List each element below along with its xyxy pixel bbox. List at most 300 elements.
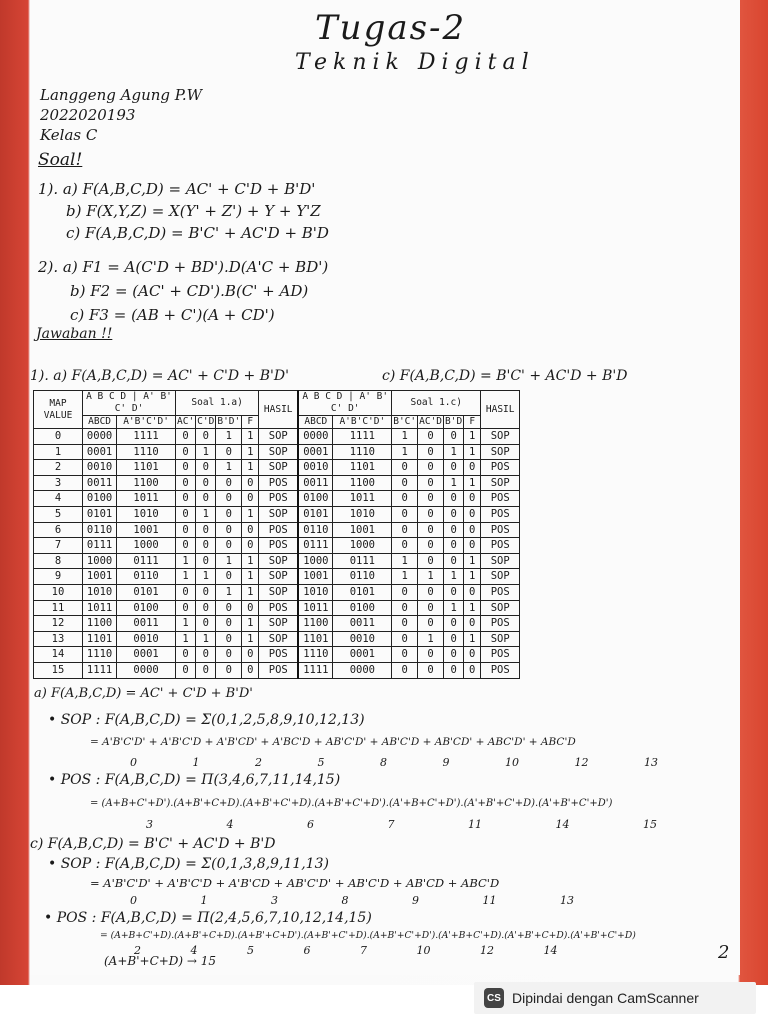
part-a-pos: • POS : F(A,B,C,D) = Π(3,4,6,7,11,14,15) (48, 772, 341, 788)
hasil-cell: SOP (481, 631, 520, 647)
f-cell: 1 (464, 600, 481, 616)
part-c-sop-indices: 0 1 3 8 9 11 13 (130, 894, 574, 907)
table-title-right: c) F(A,B,C,D) = B'C' + AC'D + B'D (382, 368, 628, 384)
f-cell: 0 (464, 616, 481, 632)
term-cell: 0 (196, 662, 216, 678)
term-cell: 0 (196, 460, 216, 476)
term-cell: 0 (176, 506, 196, 522)
term-cell: 0 (444, 647, 464, 663)
vars-c-cell: 0101 (298, 506, 333, 522)
term-cell: 0 (444, 460, 464, 476)
term-cell: 0 (176, 647, 196, 663)
term-cell: 0 (216, 475, 242, 491)
part-a-sop: • SOP : F(A,B,C,D) = Σ(0,1,2,5,8,9,10,12,13) (48, 712, 365, 728)
vars-a-cell: 1001 (83, 569, 117, 585)
table-row (34, 647, 520, 663)
term-cell: 0 (392, 631, 418, 647)
vars-a-neg-cell: 1010 (117, 506, 176, 522)
term-cell: 0 (176, 444, 196, 460)
term-cell: 0 (418, 444, 444, 460)
term-cell: 1 (444, 569, 464, 585)
term-cell: 1 (196, 506, 216, 522)
term-header: F (464, 416, 481, 429)
vars-a-cell: 0000 (83, 429, 117, 445)
hasil-cell: SOP (481, 444, 520, 460)
term-cell: 0 (392, 522, 418, 538)
student-nim: 2022020193 (40, 106, 136, 124)
vars-c-cell: 1110 (298, 647, 333, 663)
vars-c-neg-label: A'B'C'D' (333, 416, 392, 429)
term-cell: 0 (216, 444, 242, 460)
term-cell: 1 (418, 569, 444, 585)
term-cell: 0 (444, 662, 464, 678)
f-cell: 1 (242, 616, 259, 632)
term-cell: 0 (444, 538, 464, 554)
table-row (34, 429, 520, 445)
table-row (34, 475, 520, 491)
map-value-cell: 4 (34, 491, 83, 507)
vars-c-neg-cell: 1000 (333, 538, 392, 554)
part-c-pos-expression: = (A+B+C'+D).(A+B'+C+D).(A+B'+C+D').(A+B'+C'+D).(A+B'+C'+D').(A'+B+C'+D).(A'+B'+C+D).(A'+B'+C'+D) (100, 930, 636, 941)
hasil-cell: POS (481, 491, 520, 507)
term-cell: 0 (176, 475, 196, 491)
vars-a-neg-cell: 0001 (117, 647, 176, 663)
term-header: B'D' (217, 416, 241, 427)
term-cell: 0 (196, 429, 216, 445)
hasil-cell: SOP (259, 631, 299, 647)
term-cell: 0 (216, 506, 242, 522)
vars-c-neg-cell: 0110 (333, 569, 392, 585)
term-cell: 0 (216, 538, 242, 554)
term-cell: 0 (418, 429, 444, 445)
term-cell: 0 (418, 506, 444, 522)
term-cell: 0 (418, 553, 444, 569)
vars-c-neg-cell: 1010 (333, 506, 392, 522)
term-cell: 1 (216, 429, 242, 445)
term-cell: 1 (216, 553, 242, 569)
f-cell: 1 (242, 569, 259, 585)
term-cell: 0 (196, 538, 216, 554)
table-row (34, 569, 520, 585)
term-cell: 1 (444, 600, 464, 616)
term-cell: 0 (444, 429, 464, 445)
f-cell: 1 (464, 429, 481, 445)
vars-a-cell: 1111 (83, 662, 117, 678)
term-cell: 0 (392, 491, 418, 507)
vars-a-neg-cell: 0010 (117, 631, 176, 647)
f-cell: 0 (464, 647, 481, 663)
vars-c-neg-cell: 0111 (333, 553, 392, 569)
term-cell: 0 (196, 475, 216, 491)
vars-header-c: A B C D | A' B' C' D' (298, 391, 392, 416)
term-cell: 0 (176, 491, 196, 507)
term-header: AC'D (419, 416, 443, 427)
term-cell: 1 (196, 444, 216, 460)
f-cell: 0 (464, 538, 481, 554)
term-cell: 0 (392, 475, 418, 491)
term-cell: 0 (216, 631, 242, 647)
vars-c-cell: 0000 (298, 429, 333, 445)
vars-a-cell: 1000 (83, 553, 117, 569)
vars-a-neg-cell: 0100 (117, 600, 176, 616)
f-cell: 1 (464, 444, 481, 460)
part-c-sop-expression: = A'B'C'D' + A'B'C'D + A'B'CD + AB'C'D' + AB'C'D + AB'CD + ABC'D (90, 876, 500, 890)
vars-a-neg-cell: 1001 (117, 522, 176, 538)
term-cell: 0 (216, 569, 242, 585)
hasil-cell: POS (259, 647, 299, 663)
vars-c-neg-cell: 1111 (333, 429, 392, 445)
part-c-pos: • POS : F(A,B,C,D) = Π(2,4,5,6,7,10,12,14,15) (44, 910, 372, 926)
term-cell: 1 (216, 584, 242, 600)
term-cell: 1 (392, 569, 418, 585)
soal-item: 1). a) F(A,B,C,D) = AC' + C'D + B'D' (38, 180, 316, 198)
term-cell: 0 (418, 460, 444, 476)
vars-c-cell: 0010 (298, 460, 333, 476)
vars-c-cell: 0011 (298, 475, 333, 491)
f-cell: 0 (464, 491, 481, 507)
soal-c-header: Soal 1.c) (392, 391, 481, 416)
vars-a-cell: 1101 (83, 631, 117, 647)
map-value-header: MAP VALUE (34, 391, 83, 429)
hasil-cell: SOP (481, 600, 520, 616)
term-cell: 0 (176, 460, 196, 476)
term-cell: 0 (176, 662, 196, 678)
f-cell: 0 (242, 600, 259, 616)
f-cell: 0 (242, 662, 259, 678)
table-row (34, 491, 520, 507)
f-cell: 0 (242, 538, 259, 554)
f-cell: 0 (464, 460, 481, 476)
vars-header-a: A B C D | A' B' C' D' (83, 391, 176, 416)
hasil-cell: SOP (481, 429, 520, 445)
table-row (34, 616, 520, 632)
hasil-cell: SOP (259, 429, 299, 445)
term-cell: 0 (196, 584, 216, 600)
term-cell: 0 (216, 647, 242, 663)
term-cell: 0 (418, 491, 444, 507)
vars-a-neg-cell: 1100 (117, 475, 176, 491)
map-value-cell: 3 (34, 475, 83, 491)
vars-a-neg-cell: 1111 (117, 429, 176, 445)
term-header: C'D (197, 416, 215, 427)
map-value-cell: 2 (34, 460, 83, 476)
jawaban-heading: Jawaban !! (36, 326, 113, 342)
hasil-cell: SOP (259, 569, 299, 585)
vars-c-cell: 0110 (298, 522, 333, 538)
term-header: AC' (177, 416, 195, 427)
vars-c-label: ABCD (298, 416, 333, 429)
f-cell: 1 (242, 444, 259, 460)
hasil-cell: POS (259, 600, 299, 616)
map-value-cell: 9 (34, 569, 83, 585)
vars-a-cell: 1100 (83, 616, 117, 632)
map-value-cell: 8 (34, 553, 83, 569)
vars-c-cell: 1111 (298, 662, 333, 678)
part-a-heading: a) F(A,B,C,D) = AC' + C'D + B'D' (34, 686, 253, 701)
part-a-sop-indices: 0 1 2 5 8 9 10 12 13 (130, 756, 658, 769)
term-cell: 0 (418, 600, 444, 616)
table-row (34, 553, 520, 569)
f-cell: 0 (464, 506, 481, 522)
term-cell: 0 (176, 584, 196, 600)
term-cell: 0 (392, 647, 418, 663)
soal-item: c) F(A,B,C,D) = B'C' + AC'D + B'D (66, 224, 329, 242)
term-cell: 1 (176, 569, 196, 585)
term-cell: 1 (392, 444, 418, 460)
term-cell: 0 (216, 522, 242, 538)
hasil-header-a: HASIL (259, 391, 299, 429)
term-cell: 0 (444, 631, 464, 647)
table-row (34, 506, 520, 522)
vars-a-neg-cell: 0000 (117, 662, 176, 678)
f-cell: 0 (464, 584, 481, 600)
student-name: Langgeng Agung P.W (40, 86, 203, 104)
vars-c-cell: 0100 (298, 491, 333, 507)
term-cell: 0 (216, 491, 242, 507)
term-cell: 0 (392, 616, 418, 632)
hasil-cell: SOP (481, 475, 520, 491)
vars-c-cell: 1011 (298, 600, 333, 616)
term-cell: 0 (444, 506, 464, 522)
f-cell: 0 (242, 647, 259, 663)
table-row (34, 584, 520, 600)
soal-item: b) F(X,Y,Z) = X(Y' + Z') + Y + Y'Z (66, 202, 321, 220)
vars-a-neg-cell: 0011 (117, 616, 176, 632)
term-cell: 0 (392, 662, 418, 678)
vars-c-cell: 1001 (298, 569, 333, 585)
hasil-cell: POS (481, 662, 520, 678)
vars-a-label: ABCD (83, 416, 117, 429)
vars-a-cell: 0110 (83, 522, 117, 538)
table-row (34, 444, 520, 460)
hasil-cell: SOP (259, 460, 299, 476)
f-cell: 1 (242, 584, 259, 600)
f-cell: 1 (464, 553, 481, 569)
vars-c-cell: 1000 (298, 553, 333, 569)
term-cell: 1 (418, 631, 444, 647)
map-value-cell: 10 (34, 584, 83, 600)
vars-a-neg-cell: 1101 (117, 460, 176, 476)
vars-c-neg-cell: 1100 (333, 475, 392, 491)
map-value-cell: 6 (34, 522, 83, 538)
vars-c-cell: 1100 (298, 616, 333, 632)
term-cell: 0 (418, 662, 444, 678)
vars-c-neg-cell: 1001 (333, 522, 392, 538)
term-header: F (242, 416, 259, 429)
term-cell: 0 (418, 522, 444, 538)
handwritten-sheet (30, 0, 740, 975)
hasil-cell: SOP (481, 553, 520, 569)
vars-c-cell: 1101 (298, 631, 333, 647)
table-title-left: 1). a) F(A,B,C,D) = AC' + C'D + B'D' (30, 368, 289, 384)
vars-a-neg-label: A'B'C'D' (117, 416, 176, 429)
f-cell: 1 (242, 553, 259, 569)
hasil-header-c: HASIL (481, 391, 520, 429)
term-cell: 1 (176, 553, 196, 569)
term-cell: 0 (444, 522, 464, 538)
hasil-cell: POS (481, 616, 520, 632)
table-row (34, 538, 520, 554)
soal-a-header: Soal 1.a) (176, 391, 259, 416)
f-cell: 1 (242, 506, 259, 522)
hasil-cell: POS (259, 491, 299, 507)
part-c-pos-tail: (A+B'+C+D) → 15 (104, 954, 217, 968)
term-cell: 0 (196, 616, 216, 632)
term-cell: 0 (444, 616, 464, 632)
term-cell: 0 (392, 506, 418, 522)
hasil-cell: POS (259, 522, 299, 538)
soal-item: c) F3 = (AB + C')(A + CD') (70, 306, 275, 324)
f-cell: 1 (464, 475, 481, 491)
term-cell: 0 (392, 460, 418, 476)
term-cell: 0 (392, 584, 418, 600)
vars-a-cell: 1011 (83, 600, 117, 616)
vars-c-neg-cell: 1101 (333, 460, 392, 476)
vars-a-cell: 0111 (83, 538, 117, 554)
map-value-cell: 0 (34, 429, 83, 445)
term-cell: 1 (444, 444, 464, 460)
vars-c-cell: 0111 (298, 538, 333, 554)
vars-a-neg-cell: 1000 (117, 538, 176, 554)
vars-a-cell: 0011 (83, 475, 117, 491)
term-cell: 0 (176, 522, 196, 538)
part-c-sop: • SOP : F(A,B,C,D) = Σ(0,1,3,8,9,11,13) (48, 856, 329, 872)
part-c-heading: c) F(A,B,C,D) = B'C' + AC'D + B'D (30, 836, 276, 852)
term-header: B'C' (393, 416, 417, 427)
table-row (34, 662, 520, 678)
vars-a-neg-cell: 0111 (117, 553, 176, 569)
hasil-cell: POS (259, 475, 299, 491)
term-cell: 0 (418, 538, 444, 554)
term-cell: 1 (392, 429, 418, 445)
soal-heading: Soal! (38, 150, 83, 170)
term-cell: 1 (196, 569, 216, 585)
watermark-text: Dipindai dengan CamScanner (512, 990, 699, 1006)
truth-table (33, 390, 520, 679)
vars-c-neg-cell: 0000 (333, 662, 392, 678)
f-cell: 1 (242, 631, 259, 647)
term-cell: 0 (444, 491, 464, 507)
part-a-sop-expression: = A'B'C'D' + A'B'C'D + A'B'CD' + A'BC'D + AB'C'D' + AB'C'D + AB'CD' + ABC'D' + ABC'D (90, 736, 576, 748)
term-cell: 0 (444, 584, 464, 600)
vars-a-cell: 1010 (83, 584, 117, 600)
term-cell: 0 (418, 475, 444, 491)
table-row (34, 600, 520, 616)
vars-a-neg-cell: 0110 (117, 569, 176, 585)
term-cell: 0 (216, 616, 242, 632)
hasil-cell: POS (481, 460, 520, 476)
hasil-cell: SOP (259, 506, 299, 522)
map-value-cell: 7 (34, 538, 83, 554)
page-subtitle: Teknik Digital (295, 50, 535, 75)
term-cell: 0 (196, 600, 216, 616)
table-row (34, 631, 520, 647)
map-value-cell: 14 (34, 647, 83, 663)
f-cell: 0 (464, 662, 481, 678)
vars-c-neg-cell: 0100 (333, 600, 392, 616)
vars-c-neg-cell: 1110 (333, 444, 392, 460)
vars-c-neg-cell: 0011 (333, 616, 392, 632)
term-cell: 0 (418, 584, 444, 600)
term-cell: 1 (444, 475, 464, 491)
hasil-cell: SOP (259, 616, 299, 632)
vars-c-neg-cell: 0101 (333, 584, 392, 600)
f-cell: 0 (242, 475, 259, 491)
hasil-cell: SOP (481, 569, 520, 585)
hasil-cell: POS (259, 538, 299, 554)
vars-c-neg-cell: 0010 (333, 631, 392, 647)
map-value-cell: 5 (34, 506, 83, 522)
term-cell: 0 (176, 429, 196, 445)
term-cell: 0 (196, 491, 216, 507)
vars-a-cell: 0101 (83, 506, 117, 522)
term-cell: 0 (418, 647, 444, 663)
part-a-pos-indices: 3 4 6 7 11 14 15 (146, 818, 657, 831)
term-cell: 0 (444, 553, 464, 569)
student-class: Kelas C (40, 126, 98, 144)
vars-a-neg-cell: 1110 (117, 444, 176, 460)
hasil-cell: POS (481, 584, 520, 600)
table-row (34, 522, 520, 538)
hasil-cell: SOP (259, 584, 299, 600)
part-a-pos-expression: = (A+B+C'+D').(A+B'+C+D).(A+B'+C'+D).(A+B'+C'+D').(A'+B+C'+D').(A'+B'+C'+D).(A'+B'+C'+D') (90, 798, 613, 809)
f-cell: 0 (242, 491, 259, 507)
map-value-cell: 11 (34, 600, 83, 616)
map-value-cell: 15 (34, 662, 83, 678)
hasil-cell: SOP (259, 444, 299, 460)
term-cell: 0 (216, 600, 242, 616)
map-value-cell: 12 (34, 616, 83, 632)
f-cell: 1 (464, 569, 481, 585)
camscanner-watermark (474, 982, 756, 1014)
term-cell: 0 (196, 522, 216, 538)
term-cell: 1 (216, 460, 242, 476)
vars-a-cell: 0001 (83, 444, 117, 460)
vars-a-cell: 0100 (83, 491, 117, 507)
vars-a-cell: 1110 (83, 647, 117, 663)
term-cell: 1 (196, 631, 216, 647)
page-number: 2 (718, 942, 730, 963)
f-cell: 0 (464, 522, 481, 538)
term-header: B'D (445, 416, 463, 427)
hasil-cell: POS (481, 522, 520, 538)
term-cell: 1 (176, 631, 196, 647)
hasil-cell: POS (481, 538, 520, 554)
term-cell: 1 (392, 553, 418, 569)
f-cell: 1 (242, 460, 259, 476)
vars-c-cell: 0001 (298, 444, 333, 460)
vars-c-neg-cell: 0001 (333, 647, 392, 663)
vars-a-neg-cell: 1011 (117, 491, 176, 507)
hasil-cell: POS (481, 506, 520, 522)
map-value-cell: 13 (34, 631, 83, 647)
table-row (34, 460, 520, 476)
f-cell: 1 (242, 429, 259, 445)
term-cell: 0 (196, 647, 216, 663)
f-cell: 0 (242, 522, 259, 538)
term-cell: 0 (216, 662, 242, 678)
vars-c-neg-cell: 1011 (333, 491, 392, 507)
camscanner-logo-icon: CS (484, 988, 504, 1008)
map-value-cell: 1 (34, 444, 83, 460)
term-cell: 0 (392, 600, 418, 616)
hasil-cell: POS (481, 647, 520, 663)
term-cell: 0 (176, 538, 196, 554)
vars-a-cell: 0010 (83, 460, 117, 476)
f-cell: 1 (464, 631, 481, 647)
vars-c-cell: 1010 (298, 584, 333, 600)
hasil-cell: SOP (259, 553, 299, 569)
